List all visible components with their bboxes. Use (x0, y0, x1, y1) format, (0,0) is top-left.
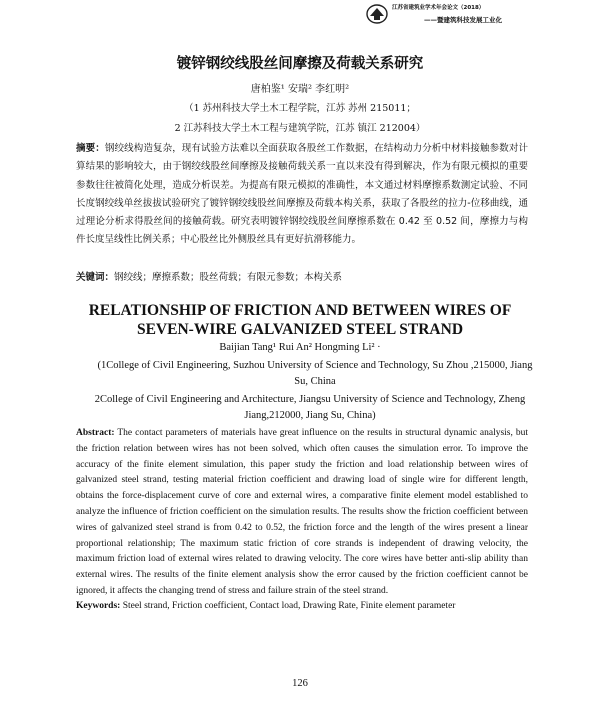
english-affiliation-2: 2College of Civil Engineering and Architecture, Jiangsu University of Science and Technology, Zheng Jiang,212000, Jiang Su, China) (94, 394, 526, 421)
english-abstract-text: The contact parameters of materials have great influence on the results in structural dynamic analysis, but the friction relation between wires has not been solved, which often causes the simulation error. To improve the accuracy of the finite element simulation, this paper study the friction and load relationship between wires of galvanized steel strand, testing material friction coefficient and drawing load of single wire for different length, obtains the force-displacement curve of core and external wires, a comparative finite element model established to analyze the influence of friction coefficient on the simulation results. The results show the friction coefficient between wires of galvanized steel strand is from 0.42 to 0.52, the friction force and the length of the wires present a linear proportional relationship; The maximum static friction of core strands is independent of drawing velocity, the maximum friction load of external wires related to drawing velocity. The core wires have better anti-slip ability than external wires. The results of the finite element analysis show the error caused by the friction coefficient cannot be ignored, it affects the changing trend of stress and failure strain of the steel strand. (76, 428, 528, 596)
chinese-abstract (76, 140, 528, 250)
english-title (0, 301, 600, 339)
header-line1: 江苏省建筑业学术年会论文（2018） (392, 5, 485, 11)
english-abstract (76, 426, 528, 600)
chinese-keywords (76, 269, 528, 283)
journal-header (366, 2, 586, 28)
chinese-keywords-label: 关键词： (76, 272, 115, 283)
english-keywords-label: Keywords: (76, 601, 121, 611)
english-title-line1: RELATIONSHIP OF FRICTION AND BETWEEN WIRES OF (88, 302, 512, 319)
chinese-affiliation-1: （1 苏州科技大学土木工程学院，江苏 苏州 215011； (184, 103, 416, 114)
page-number: 126 (292, 678, 308, 689)
english-abstract-label: Abstract: (76, 428, 115, 438)
header-line2: ——暨建筑科技发展工业化 (424, 16, 502, 24)
chinese-keywords-text: 钢绞线；摩擦系数；股丝荷载；有限元参数；本构关系 (114, 272, 343, 283)
english-title-line2: SEVEN-WIRE GALVANIZED STEEL STRAND (136, 321, 464, 338)
english-keywords (76, 601, 528, 611)
english-affiliation-1: (1College of Civil Engineering, Suzhou University of Science and Technology, Su Zhou ,215000, Jiang Su, China (97, 360, 533, 387)
english-authors: Baijian Tang¹ Rui An² Hongming Li² · (219, 342, 381, 353)
chinese-abstract-text: 钢绞线构造复杂，现有试验方法难以全面获取各股丝工作数据，在结构动力分析中材料接触参数对计算结果的影响较大，由于钢绞线股丝间摩擦及接触荷载关系一直以来没有得到解决，作为有限元模拟的重要参数往往被简化处理，造成分析误差。为提高有限元模拟的准确性，本文通过材料摩擦系数测定试验、不同长度钢绞线单丝拔拔试验研究了镀锌钢绞线股丝间摩擦及荷载本构关系，获取了各股丝的拉力-位移曲线，通过理论分析求得股丝间的接触荷载。研究表明镀锌钢绞线股丝间摩擦系数在 0.42 至 0.52 间，摩擦力与构件长度呈线性比例关系；中心股丝比外侧股丝具有更好抗滑移能力。 (76, 143, 528, 246)
chinese-title: 镀锌钢绞线股丝间摩擦及荷载关系研究 (176, 56, 424, 72)
english-keywords-text: Steel strand, Friction coefficient, Contact load, Drawing Rate, Finite element parameter (122, 601, 456, 611)
chinese-affiliation-2: 2 江苏科技大学土木工程与建筑学院，江苏 镇江 212004） (174, 123, 426, 134)
chinese-abstract-label: 摘要： (76, 143, 105, 154)
chinese-authors: 唐柏鉴¹ 安瑞² 李红明² (250, 84, 350, 95)
journal-logo-icon (366, 4, 388, 24)
